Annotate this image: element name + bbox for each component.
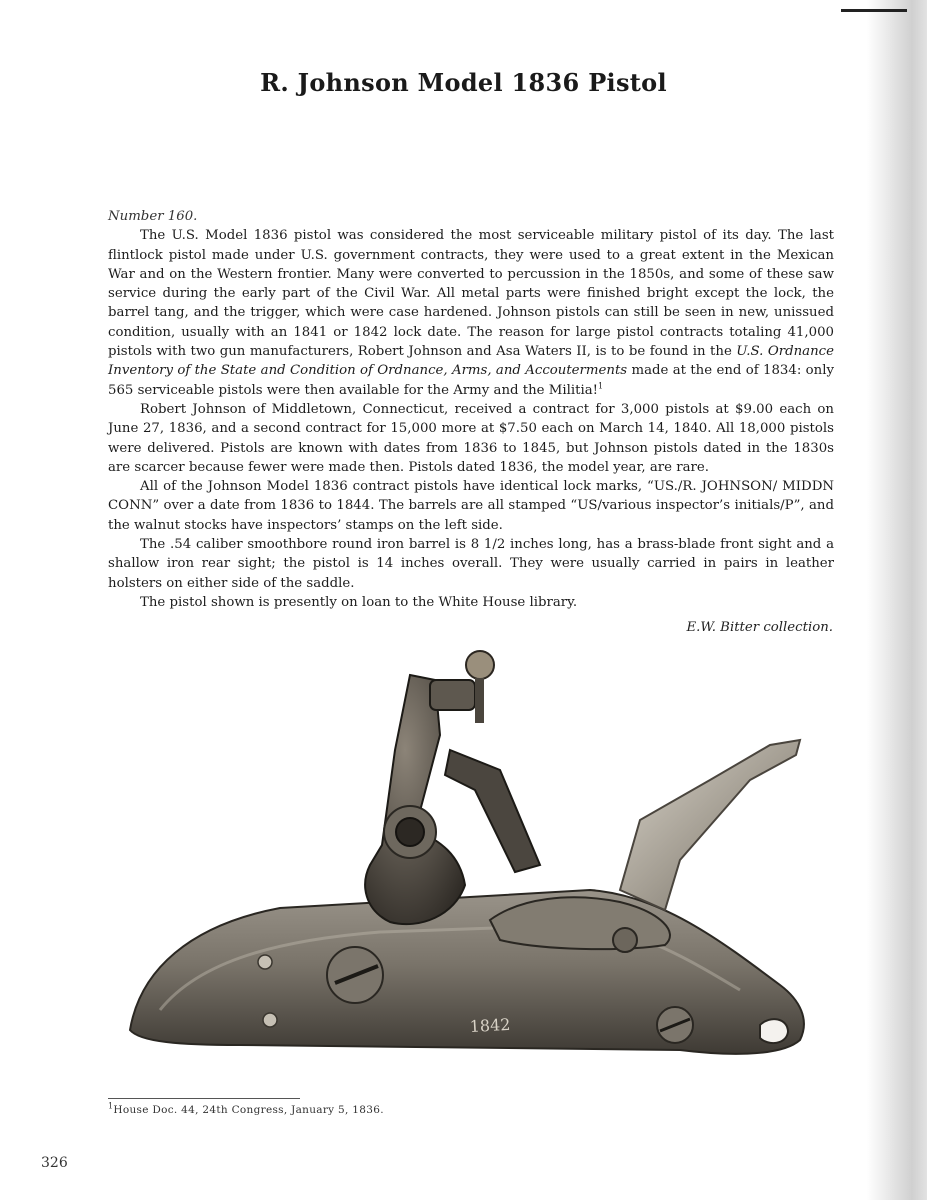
footnote	[108, 1101, 384, 1116]
photo-credit: E.W. Bitter collection.	[686, 620, 833, 635]
page-gutter-shadow	[867, 0, 927, 1200]
frizzen-arm	[445, 750, 540, 872]
top-jaw-screw	[466, 651, 494, 679]
footnote-ref: 1	[598, 381, 604, 391]
footnote-marker: 1	[108, 1101, 114, 1111]
paragraph-5: The pistol shown is presently on loan to the White House library.	[140, 594, 578, 610]
frizzen	[620, 740, 800, 910]
ordnance-inventory-title: U.S. Ordnance Inventory of the State and Condition of Ordnance, Arms, and Accouterments	[108, 344, 834, 379]
article-body	[108, 207, 834, 612]
hammer	[365, 675, 465, 924]
plate-screw-2	[613, 928, 637, 952]
footnote-rule	[108, 1098, 300, 1099]
plate-screw-4	[258, 955, 272, 969]
top-jaw	[430, 680, 475, 710]
paragraph-1	[108, 226, 834, 400]
footnote-text: House Doc. 44, 24th Congress, January 5, 1836.	[113, 1104, 384, 1116]
paragraph-1-text-b: made at the end of 1834: only 565 serviceable pistols were then available for the Army and the Militia!	[108, 363, 834, 398]
paragraph-1-text-a: The U.S. Model 1836 pistol was considered the most serviceable military pistol of its day. The last flintlock pistol made under U.S. government contracts, they were used to a great extent in the Mexican War and on the Western frontier. Many were converted to percussion in the 1850s, and some of these saw service during the early part of the Civil War. All metal parts were finished bright except the lock, the barrel tang, and the trigger, which were case hardened. Johnson pistols can still be seen in new, unissued condition, usually with an 1841 or 1842 lock date. The reason for large pistol contracts totaling 41,000 pistols with two gun manufacturers, Robert Johnson and Asa Waters II, is to be found in the	[108, 228, 834, 360]
gutter-mark	[841, 9, 907, 12]
paragraph-2: Robert Johnson of Middletown, Connecticut, received a contract for 3,000 pistols at $9.00 each on June 27, 1836, and a second contract for 15,000 more at $7.50 each on March 14, 1840. All 18,000 pistols were delivered. Pistols are known with dates from 1836 to 1845, but Johnson pistols dated in the 1830s are scarcer because fewer were made then. Pistols dated 1836, the model year, are rare.	[108, 401, 834, 475]
lock-plate	[130, 890, 804, 1054]
plate-screw-5	[263, 1013, 277, 1027]
flintlock-lock-photo	[120, 640, 810, 1060]
page-number: 326	[41, 1155, 68, 1171]
lock-date-stamp: 1842	[469, 1014, 511, 1036]
tail-hole	[760, 1019, 788, 1043]
paragraph-4: The .54 caliber smoothbore round iron barrel is 8 1/2 inches long, has a brass-blade front sight and a shallow iron rear sight; the pistol is 14 inches overall. They were usually carried in pairs in leather holsters on either side of the saddle.	[108, 537, 834, 591]
paragraph-3: All of the Johnson Model 1836 contract pistols have identical lock marks, “US./R. JOHNSON/ MIDDN CONN” over a date from 1836 to 1844. The barrels are all stamped “US/various inspector’s initials/P”, and the walnut stocks have inspectors’ stamps on the left side.	[108, 479, 834, 533]
item-number: Number 160.	[108, 209, 198, 224]
page-title: R. Johnson Model 1836 Pistol	[260, 68, 667, 97]
